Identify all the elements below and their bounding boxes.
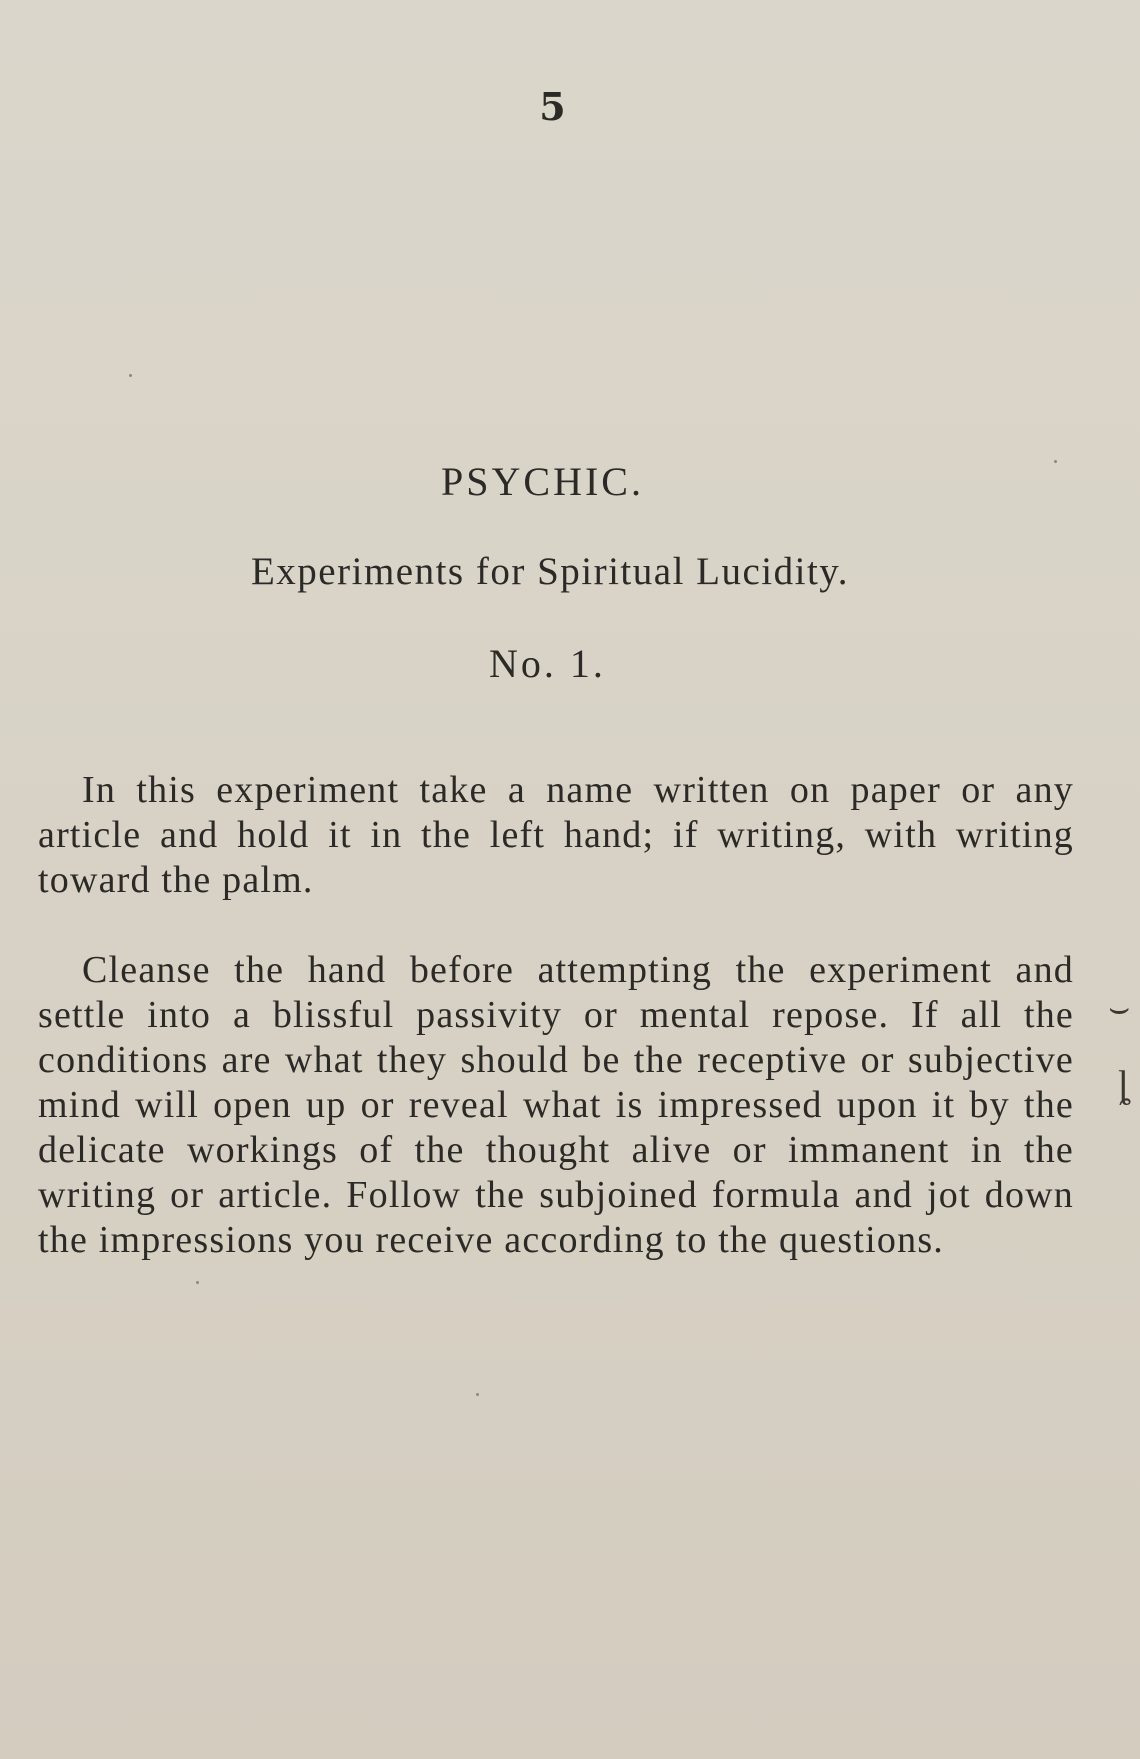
paper-speck <box>476 1393 479 1396</box>
paper-speck <box>1054 460 1057 463</box>
chapter-subtitle: Experiments for Spiritual Lucidity. <box>250 550 850 593</box>
body-paragraph-2: Cleanse the hand before attempting the experiment and settle into a blissful passivity or mental repose. If all the conditions are what they should be the receptive or subjective mind will open up or reveal what is impressed upon it by the delicate workings of the thought alive or immanent in the writing or article. Follow the subjoined formula and jot down the impressions you receive according to the questions. <box>38 949 1074 1261</box>
section-number: No. 1. <box>489 641 606 686</box>
margin-mark-bracket: ȴ <box>1118 1064 1129 1106</box>
margin-mark-hook: ⌣ <box>1108 990 1131 1027</box>
chapter-title: PSYCHIC. <box>441 459 644 504</box>
paper-speck <box>129 374 132 377</box>
body-paragraph-1: In this experiment take a name written on paper or any article and hold it in the left hand; if writing, with writing toward the palm. <box>38 769 1074 901</box>
paper-speck <box>196 1281 199 1284</box>
page-number: 5 <box>539 84 566 129</box>
